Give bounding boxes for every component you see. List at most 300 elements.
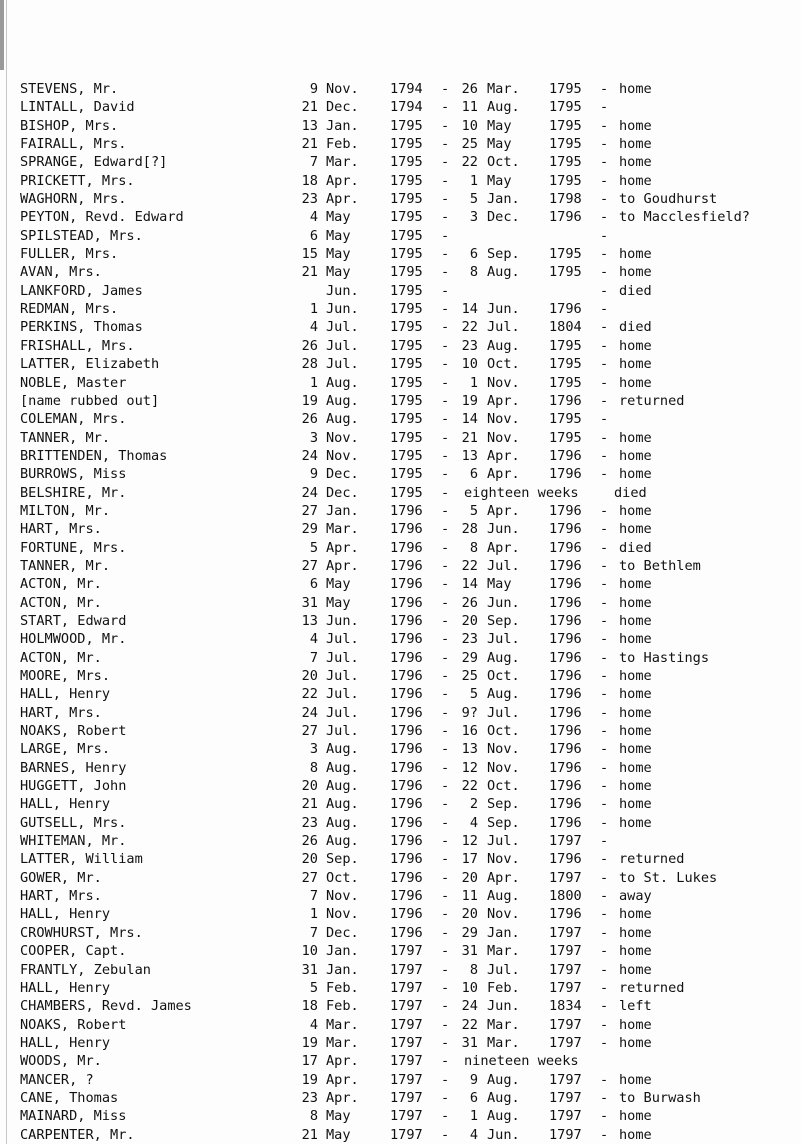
outcome-separator: - xyxy=(600,356,609,373)
end-year: 1797 xyxy=(549,833,582,850)
end-day: 6 xyxy=(469,246,478,263)
stay-duration: nineteen weeks xyxy=(464,1053,579,1070)
outcome: home xyxy=(619,502,652,519)
admissions-register xyxy=(20,80,801,1144)
outcome: home xyxy=(619,117,652,134)
record-row xyxy=(20,649,801,667)
record-row xyxy=(20,337,801,355)
date-separator: - xyxy=(441,594,450,611)
stay-duration: eighteen weeks xyxy=(464,484,579,501)
patient-name: BURROWS, Miss xyxy=(20,466,127,483)
start-day: 20 xyxy=(301,851,318,868)
end-day: 22 xyxy=(461,319,478,336)
start-year: 1797 xyxy=(390,1071,423,1088)
end-day: 8 xyxy=(469,961,478,978)
start-month: May xyxy=(326,264,351,281)
date-separator: - xyxy=(441,502,450,519)
outcome: home xyxy=(619,778,652,795)
outcome-separator: - xyxy=(600,502,609,519)
end-day: 4 xyxy=(469,814,478,831)
record-row xyxy=(20,172,801,190)
outcome-separator: - xyxy=(600,209,609,226)
end-day: 12 xyxy=(461,759,478,776)
end-year: 1795 xyxy=(549,117,582,134)
date-separator: - xyxy=(441,704,450,721)
end-day: 20 xyxy=(461,612,478,629)
outcome-separator: - xyxy=(600,246,609,263)
end-month: Aug. xyxy=(487,337,520,354)
end-month: May xyxy=(487,117,512,134)
end-day: 25 xyxy=(461,668,478,684)
record-row xyxy=(20,429,801,447)
start-year: 1796 xyxy=(390,686,423,703)
date-separator: - xyxy=(441,337,450,354)
start-year: 1796 xyxy=(390,759,423,776)
patient-name: HALL, Henry xyxy=(20,1034,111,1051)
outcome-separator: - xyxy=(600,557,609,574)
start-year: 1796 xyxy=(390,521,423,538)
start-year: 1797 xyxy=(390,961,423,978)
outcome: home xyxy=(619,723,652,740)
start-year: 1796 xyxy=(390,888,423,905)
start-month: Jul. xyxy=(326,319,359,336)
end-year: 1796 xyxy=(549,557,582,574)
outcome-separator: - xyxy=(600,1071,609,1088)
end-month: Aug. xyxy=(487,649,520,666)
start-month: Apr. xyxy=(326,1053,359,1070)
end-year: 1796 xyxy=(549,209,582,226)
outcome: home xyxy=(619,796,652,813)
end-month: Sep. xyxy=(487,612,520,629)
record-row xyxy=(20,190,801,208)
start-day: 31 xyxy=(301,594,318,611)
record-row xyxy=(20,905,801,923)
record-row xyxy=(20,612,801,630)
patient-name: REDMAN, Mrs. xyxy=(20,301,119,318)
end-month: May xyxy=(487,576,512,593)
start-day: 26 xyxy=(301,833,318,850)
start-year: 1795 xyxy=(390,374,423,391)
start-day: 9 xyxy=(309,81,318,97)
start-day: 7 xyxy=(309,888,318,905)
end-day: 31 xyxy=(461,1034,478,1051)
end-year: 1834 xyxy=(549,998,582,1015)
start-year: 1796 xyxy=(390,612,423,629)
end-day: 5 xyxy=(469,502,478,519)
end-year: 1796 xyxy=(549,392,582,409)
date-separator: - xyxy=(441,576,450,593)
record-row xyxy=(20,1089,801,1107)
record-row xyxy=(20,575,801,593)
outcome-separator: - xyxy=(600,704,609,721)
patient-name: LATTER, Elizabeth xyxy=(20,356,160,373)
start-year: 1796 xyxy=(390,631,423,648)
date-separator: - xyxy=(441,998,450,1015)
date-separator: - xyxy=(441,172,450,189)
outcome-separator: - xyxy=(600,888,609,905)
record-row xyxy=(20,667,801,685)
outcome: home xyxy=(619,924,652,941)
end-month: Nov. xyxy=(487,906,520,923)
start-month: Jan. xyxy=(326,117,359,134)
start-month: Apr. xyxy=(326,539,359,556)
end-day: 22 xyxy=(461,557,478,574)
outcome: home xyxy=(619,686,652,703)
end-month: Aug. xyxy=(487,99,520,116)
date-separator: - xyxy=(441,429,450,446)
start-month: Jun. xyxy=(326,301,359,318)
start-day: 19 xyxy=(301,1071,318,1088)
end-month: May xyxy=(487,136,512,153)
start-year: 1797 xyxy=(390,1034,423,1051)
outcome-separator: - xyxy=(600,961,609,978)
end-day: 6 xyxy=(469,466,478,483)
end-day: 3 xyxy=(469,209,478,226)
end-month: Jun. xyxy=(487,301,520,318)
patient-name: BELSHIRE, Mr. xyxy=(20,484,127,501)
date-separator: - xyxy=(441,869,450,886)
end-month: Apr. xyxy=(487,869,520,886)
record-row xyxy=(20,869,801,887)
end-month: Aug. xyxy=(487,1108,520,1125)
end-day: 24 xyxy=(461,998,478,1015)
end-day: 22 xyxy=(461,778,478,795)
end-year: 1796 xyxy=(549,851,582,868)
end-month: Jul. xyxy=(487,557,520,574)
end-month: Sep. xyxy=(487,246,520,263)
end-day: 23 xyxy=(461,337,478,354)
end-year: 1796 xyxy=(549,796,582,813)
end-year: 1797 xyxy=(549,1016,582,1033)
end-day: 5 xyxy=(469,191,478,208)
end-year: 1796 xyxy=(549,576,582,593)
start-day: 4 xyxy=(309,631,318,648)
end-day: 22 xyxy=(461,1016,478,1033)
outcome-separator: - xyxy=(600,392,609,409)
start-day: 4 xyxy=(309,209,318,226)
end-month: Jun. xyxy=(487,594,520,611)
start-day: 15 xyxy=(301,246,318,263)
start-month: Jul. xyxy=(326,704,359,721)
date-separator: - xyxy=(441,796,450,813)
patient-name: FAIRALL, Mrs. xyxy=(20,136,127,153)
start-year: 1796 xyxy=(390,576,423,593)
start-month: May xyxy=(326,209,351,226)
start-year: 1796 xyxy=(390,539,423,556)
end-month: May xyxy=(487,172,512,189)
start-day: 19 xyxy=(301,1034,318,1051)
outcome-separator: - xyxy=(600,191,609,208)
start-year: 1795 xyxy=(390,447,423,464)
start-day: 13 xyxy=(301,117,318,134)
start-day: 10 xyxy=(301,943,318,960)
outcome-separator: - xyxy=(600,631,609,648)
end-day: 11 xyxy=(461,888,478,905)
start-year: 1795 xyxy=(390,392,423,409)
outcome-separator: - xyxy=(600,723,609,740)
record-row xyxy=(20,318,801,336)
start-month: Jul. xyxy=(326,723,359,740)
end-year: 1796 xyxy=(549,631,582,648)
outcome: home xyxy=(619,136,652,153)
start-year: 1795 xyxy=(390,136,423,153)
end-year: 1795 xyxy=(549,154,582,171)
end-year: 1795 xyxy=(549,99,582,116)
start-year: 1796 xyxy=(390,851,423,868)
end-month: Apr. xyxy=(487,466,520,483)
end-day: 14 xyxy=(461,576,478,593)
outcome-separator: - xyxy=(600,521,609,538)
start-year: 1795 xyxy=(390,484,423,501)
start-year: 1797 xyxy=(390,1016,423,1033)
end-year: 1796 xyxy=(549,447,582,464)
outcome-separator: - xyxy=(600,576,609,593)
start-month: Jun. xyxy=(326,282,359,299)
record-row xyxy=(20,98,801,116)
end-year: 1795 xyxy=(549,411,582,428)
start-day: 26 xyxy=(301,337,318,354)
end-month: Nov. xyxy=(487,429,520,446)
start-day: 31 xyxy=(301,961,318,978)
patient-name: ACTON, Mr. xyxy=(20,576,102,593)
record-row xyxy=(20,887,801,905)
start-year: 1795 xyxy=(390,209,423,226)
patient-name: AVAN, Mrs. xyxy=(20,264,102,281)
outcome: to Macclesfield? xyxy=(619,209,750,226)
end-year: 1796 xyxy=(549,466,582,483)
end-day: 4 xyxy=(469,1126,478,1143)
patient-name: HART, Mrs. xyxy=(20,521,102,538)
end-month: Aug. xyxy=(487,686,520,703)
record-row xyxy=(20,1016,801,1034)
outcome: home xyxy=(619,374,652,391)
end-month: Mar. xyxy=(487,1016,520,1033)
end-year: 1795 xyxy=(549,136,582,153)
patient-name: WHITEMAN, Mr. xyxy=(20,833,127,850)
patient-name: FRANTLY, Zebulan xyxy=(20,961,151,978)
end-day: 8 xyxy=(469,539,478,556)
date-separator: - xyxy=(441,979,450,996)
end-day: 14 xyxy=(461,301,478,318)
outcome-separator: - xyxy=(600,869,609,886)
start-month: Nov. xyxy=(326,81,359,97)
outcome: home xyxy=(619,576,652,593)
end-year: 1796 xyxy=(549,704,582,721)
start-month: Jul. xyxy=(326,337,359,354)
end-year: 1796 xyxy=(549,906,582,923)
outcome-separator: - xyxy=(600,833,609,850)
record-row xyxy=(20,117,801,135)
start-year: 1795 xyxy=(390,227,423,244)
start-day: 5 xyxy=(309,539,318,556)
start-month: Aug. xyxy=(326,759,359,776)
end-day: 28 xyxy=(461,521,478,538)
start-day: 8 xyxy=(309,1108,318,1125)
outcome: to Burwash xyxy=(619,1089,701,1106)
end-month: Jan. xyxy=(487,924,520,941)
start-year: 1796 xyxy=(390,833,423,850)
start-month: Aug. xyxy=(326,814,359,831)
outcome: home xyxy=(619,154,652,171)
patient-name: BRITTENDEN, Thomas xyxy=(20,447,168,464)
record-row xyxy=(20,630,801,648)
outcome: home xyxy=(619,246,652,263)
outcome: home xyxy=(619,337,652,354)
start-month: Feb. xyxy=(326,998,359,1015)
start-year: 1796 xyxy=(390,594,423,611)
end-day: 8 xyxy=(469,264,478,281)
start-year: 1795 xyxy=(390,172,423,189)
date-separator: - xyxy=(441,356,450,373)
start-day: 9 xyxy=(309,466,318,483)
patient-name: WOODS, Mr. xyxy=(20,1053,102,1070)
start-month: Nov. xyxy=(326,906,359,923)
end-year: 1796 xyxy=(549,612,582,629)
end-month: Nov. xyxy=(487,759,520,776)
date-separator: - xyxy=(441,631,450,648)
date-separator: - xyxy=(441,759,450,776)
patient-name: CROWHURST, Mrs. xyxy=(20,924,143,941)
outcome-separator: - xyxy=(600,1016,609,1033)
start-day: 7 xyxy=(309,924,318,941)
record-row xyxy=(20,795,801,813)
start-month: Jul. xyxy=(326,356,359,373)
start-year: 1796 xyxy=(390,649,423,666)
end-day: 10 xyxy=(461,356,478,373)
end-month: Oct. xyxy=(487,668,520,684)
outcome: died xyxy=(619,539,652,556)
patient-name: LINTALL, David xyxy=(20,99,135,116)
outcome-separator: - xyxy=(600,1089,609,1106)
start-month: Apr. xyxy=(326,191,359,208)
outcome: to Hastings xyxy=(619,649,710,666)
outcome-separator: - xyxy=(600,851,609,868)
end-month: Jan. xyxy=(487,191,520,208)
date-separator: - xyxy=(441,81,450,97)
start-day: 1 xyxy=(309,374,318,391)
start-month: Apr. xyxy=(326,557,359,574)
start-year: 1796 xyxy=(390,924,423,941)
record-row xyxy=(20,997,801,1015)
date-separator: - xyxy=(441,686,450,703)
start-day: 27 xyxy=(301,557,318,574)
date-separator: - xyxy=(441,833,450,850)
end-year: 1795 xyxy=(549,337,582,354)
start-year: 1795 xyxy=(390,429,423,446)
outcome-separator: - xyxy=(600,686,609,703)
record-row xyxy=(20,484,801,502)
start-day: 27 xyxy=(301,502,318,519)
date-separator: - xyxy=(441,392,450,409)
start-day: 5 xyxy=(309,979,318,996)
start-year: 1795 xyxy=(390,117,423,134)
outcome-separator: - xyxy=(600,979,609,996)
date-separator: - xyxy=(441,1089,450,1106)
end-year: 1795 xyxy=(549,374,582,391)
start-month: Aug. xyxy=(326,833,359,850)
date-separator: - xyxy=(441,924,450,941)
end-month: Mar. xyxy=(487,81,520,97)
outcome-separator: - xyxy=(600,741,609,758)
patient-name: SPRANGE, Edward[?] xyxy=(20,154,168,171)
record-row xyxy=(20,814,801,832)
outcome: to Bethlem xyxy=(619,557,701,574)
end-month: Aug. xyxy=(487,888,520,905)
start-year: 1794 xyxy=(390,81,423,97)
start-month: Mar. xyxy=(326,1034,359,1051)
end-year: 1796 xyxy=(549,723,582,740)
patient-name: LANKFORD, James xyxy=(20,282,143,299)
end-day: 19 xyxy=(461,392,478,409)
end-day: 29 xyxy=(461,649,478,666)
patient-name: HUGGETT, John xyxy=(20,778,127,795)
outcome-separator: - xyxy=(600,539,609,556)
patient-name: MAINARD, Miss xyxy=(20,1108,127,1125)
patient-name: MILTON, Mr. xyxy=(20,502,111,519)
start-month: Dec. xyxy=(326,466,359,483)
end-month: Apr. xyxy=(487,447,520,464)
record-row xyxy=(20,777,801,795)
start-year: 1796 xyxy=(390,906,423,923)
record-row xyxy=(20,502,801,520)
start-day: 20 xyxy=(301,668,318,684)
patient-name: HALL, Henry xyxy=(20,906,111,923)
outcome: home xyxy=(619,741,652,758)
record-row xyxy=(20,263,801,281)
end-month: Nov. xyxy=(487,411,520,428)
patient-name: PERKINS, Thomas xyxy=(20,319,143,336)
end-year: 1797 xyxy=(549,1126,582,1143)
end-year: 1797 xyxy=(549,1089,582,1106)
patient-name: HALL, Henry xyxy=(20,979,111,996)
record-row xyxy=(20,722,801,740)
outcome-separator: - xyxy=(600,429,609,446)
start-day: 24 xyxy=(301,484,318,501)
start-year: 1796 xyxy=(390,741,423,758)
start-day: 24 xyxy=(301,704,318,721)
start-year: 1797 xyxy=(390,1053,423,1070)
start-month: Jul. xyxy=(326,649,359,666)
record-row xyxy=(20,979,801,997)
record-row xyxy=(20,392,801,410)
end-month: Jul. xyxy=(487,961,520,978)
record-row xyxy=(20,520,801,538)
date-separator: - xyxy=(441,668,450,684)
record-row xyxy=(20,942,801,960)
date-separator: - xyxy=(441,1034,450,1051)
date-separator: - xyxy=(441,1053,450,1070)
end-year: 1796 xyxy=(549,301,582,318)
end-month: Jul. xyxy=(487,833,520,850)
date-separator: - xyxy=(441,154,450,171)
start-day: 21 xyxy=(301,1126,318,1143)
start-year: 1794 xyxy=(390,99,423,116)
date-separator: - xyxy=(441,99,450,116)
outcome-separator: - xyxy=(600,943,609,960)
patient-name: CARPENTER, Mr. xyxy=(20,1126,135,1143)
end-day: 5 xyxy=(469,686,478,703)
date-separator: - xyxy=(441,374,450,391)
start-month: May xyxy=(326,227,351,244)
start-day: 21 xyxy=(301,264,318,281)
record-row xyxy=(20,704,801,722)
record-row xyxy=(20,80,801,98)
outcome: home xyxy=(619,81,652,97)
start-day: 27 xyxy=(301,869,318,886)
record-row xyxy=(20,465,801,483)
end-year: 1795 xyxy=(549,264,582,281)
record-row xyxy=(20,759,801,777)
